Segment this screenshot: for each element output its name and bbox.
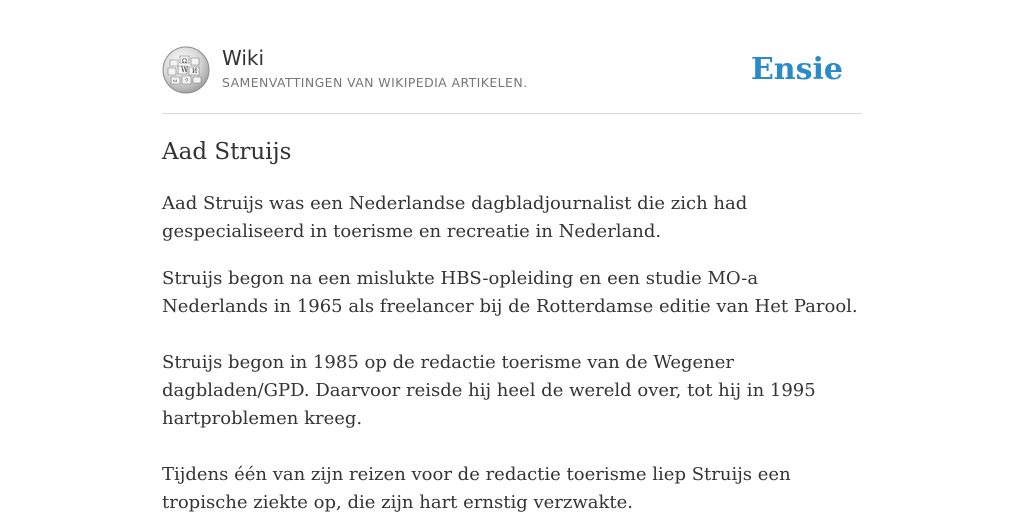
svg-text:ω: ω (173, 78, 178, 84)
svg-text:ウ: ウ (184, 78, 190, 84)
header-divider (162, 113, 862, 114)
article-body (162, 190, 862, 512)
site-tagline: SAMENVATTINGEN VAN WIKIPEDIA ARTIKELEN. (222, 75, 528, 90)
article-paragraph: Struijs begon in 1985 op de redactie toerisme van de Wegener dagbladen/GPD. Daarvoor reisde hij heel de wereld over, tot hij in 1995 hartproblemen kreeg. (162, 352, 816, 429)
site-title[interactable]: Wiki (222, 46, 265, 70)
article-paragraph: Aad Struijs was een Nederlandse dagbladjournalist die zich had gespecialiseerd in toerisme en recreatie in Nederland. (162, 193, 748, 242)
site-header (162, 44, 862, 100)
article-title: Aad Struijs (162, 139, 292, 165)
svg-text:W: W (181, 66, 189, 74)
ensie-brand-link[interactable]: Ensie (750, 52, 843, 87)
svg-text:И: И (192, 68, 198, 75)
wikipedia-globe-icon[interactable] (162, 46, 210, 94)
article-paragraph: Struijs begon na een mislukte HBS-opleiding en een studie MO-a Nederlands in 1965 als freelancer bij de Rotterdamse editie van Het Parool. (162, 268, 858, 317)
article-paragraph: Tijdens één van zijn reizen voor de redactie toerisme liep Struijs een tropische ziekte op, die zijn hart ernstig verzwakte. (162, 464, 791, 512)
svg-text:Ω: Ω (182, 58, 187, 65)
